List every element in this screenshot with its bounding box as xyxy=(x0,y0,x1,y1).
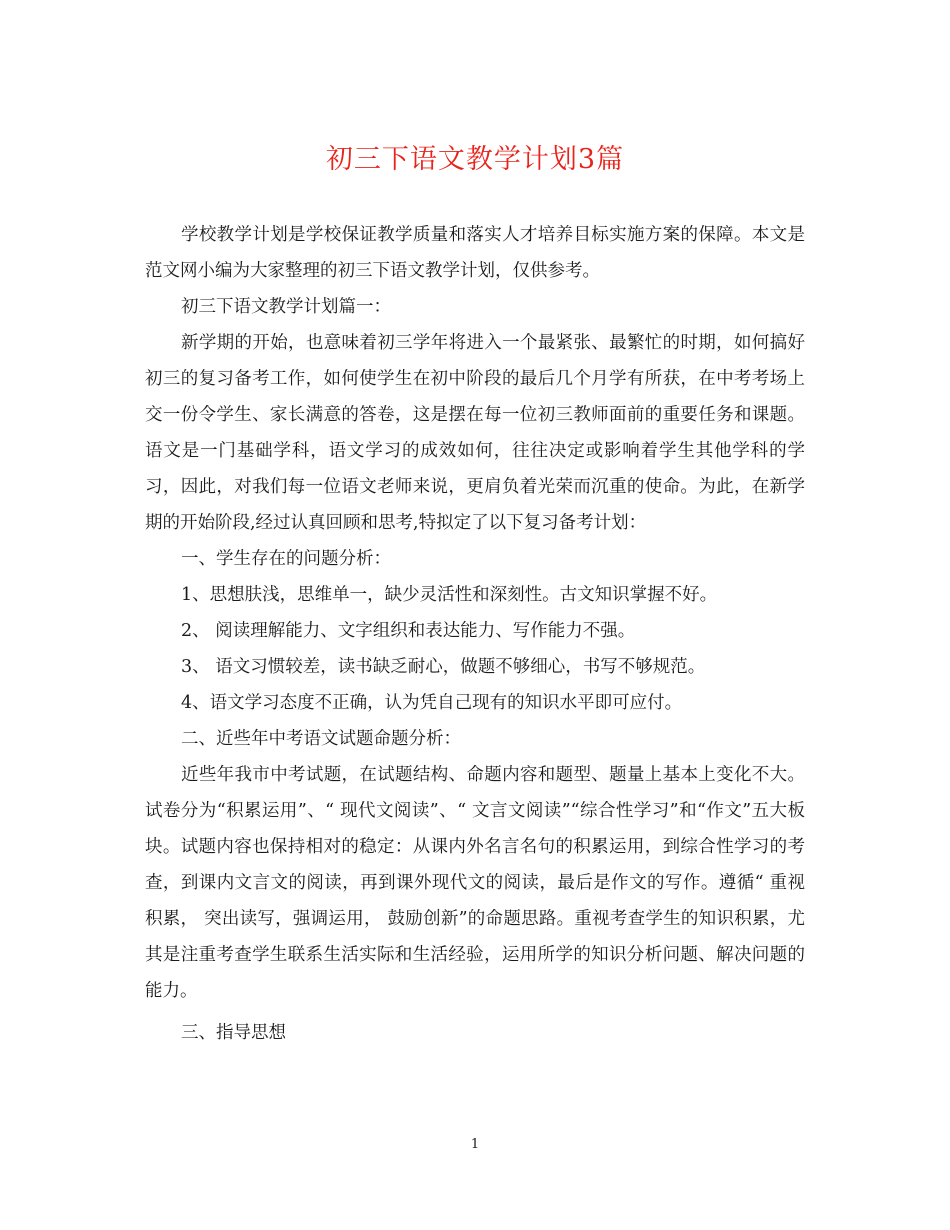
body-paragraph: 近些年我市中考试题，在试题结构、命题内容和题型、题量上基本上变化不大。试卷分为“积累运用”、“ 现代文阅读”、“ 文言文阅读”“综合性学习”和“作文”五大板块。试题内容也保持相对的稳定：从课内外名言名句的积累运用，到综合性学习的考查，到课内文言文的阅读，再到课外现代文的阅读，最后是作文的写作。遵循“ 重视积累， 突出读写，强调运用， 鼓励创新”的命题思路。重视考查学生的知识积累，尤其是注重考查学生联系生活实际和生活经验，运用所学的知识分析问题、解决问题的能力。 xyxy=(145,765,805,1001)
list-item: 2、 阅读理解能力、文字组织和表达能力、写作能力不强。 xyxy=(181,621,636,641)
intro-paragraph: 学校教学计划是学校保证教学质量和落实人才培养目标实施方案的保障。本文是范文网小编为大家整理的初三下语文教学计划，仅供参考。 xyxy=(145,225,805,281)
section-heading-guiding-ideas: 三、指导思想 xyxy=(181,1023,286,1043)
section-heading-problems: 一、学生存在的问题分析： xyxy=(181,549,391,569)
list-item: 4、语文学习态度不正确，认为凭自己现有的知识水平即可应付。 xyxy=(181,693,683,713)
document-title: 初三下语文教学计划3篇 xyxy=(325,144,625,175)
document-body xyxy=(145,217,805,1051)
body-paragraph: 新学期的开始，也意味着初三学年将进入一个最紧张、最繁忙的时期，如何搞好初三的复习备考工作，如何使学生在初中阶段的最后几个月学有所获，在中考考场上交一份令学生、家长满意的答卷，这是摆在每一位初三教师面前的重要任务和课题。语文是一门基础学科，语文学习的成效如何，往往决定或影响着学生其他学科的学习，因此，对我们每一位语文老师来说，更肩负着光荣而沉重的使命。为此，在新学期的开始阶段,经过认真回顾和思考,特拟定了以下复习备考计划： xyxy=(145,333,805,533)
list-item: 3、 语文习惯较差，读书缺乏耐心，做题不够细心，书写不够规范。 xyxy=(181,657,706,677)
section-heading-exam-analysis: 二、近些年中考语文试题命题分析： xyxy=(181,729,461,749)
page-number: 1 xyxy=(470,1137,480,1152)
list-item: 1、思想肤浅，思维单一，缺少灵活性和深刻性。古文知识掌握不好。 xyxy=(181,585,718,605)
section-heading-plan-one: 初三下语文教学计划篇一： xyxy=(181,297,391,317)
